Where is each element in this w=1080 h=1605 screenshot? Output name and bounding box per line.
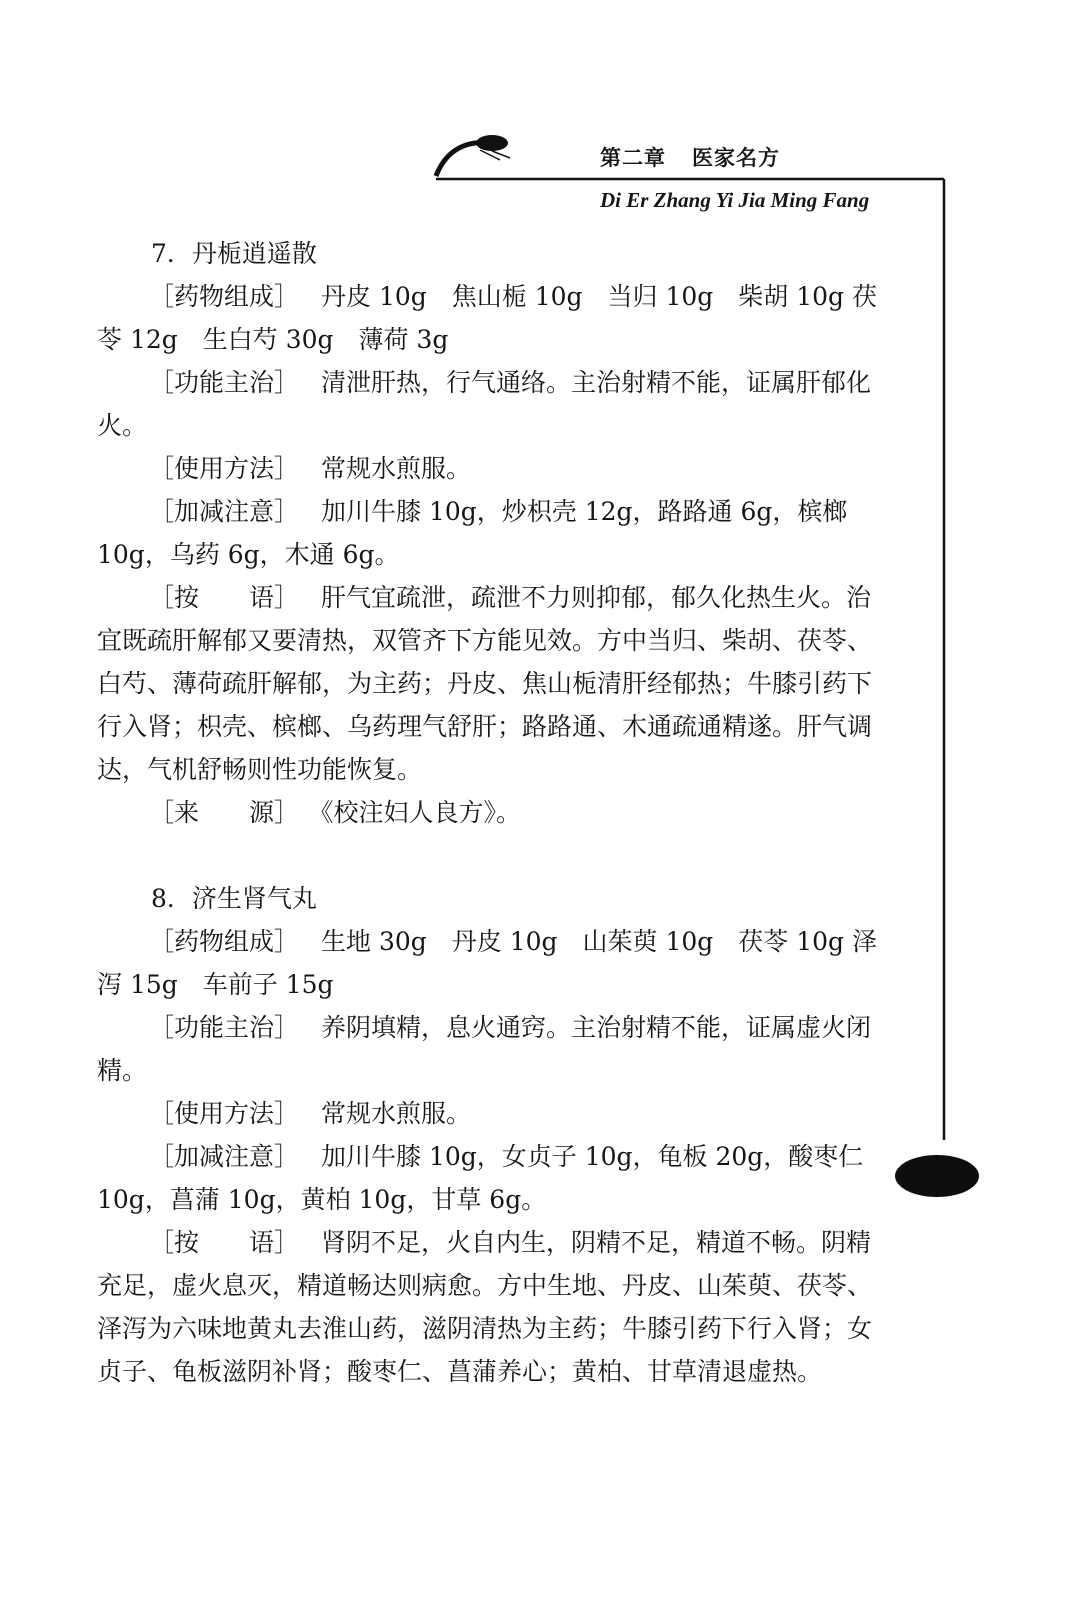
commentary-label: ［按 语］ [149,1228,300,1257]
chapter-title: 医家名方 [692,145,780,170]
commentary-text: 肝气宜疏泄，疏泄不力则抑郁，郁久化热生火。治宜既疏肝解郁又要清热，双管齐下方能见效。方中当归、柴胡、茯苓、白芍、薄荷疏肝解郁，为主药；丹皮、焦山栀清肝经郁热；牛膝引药下行入肾；枳壳、槟榔、乌药理气舒肝；路路通、木通疏通精遂。肝气调达，气机舒畅则性功能恢复。 [97,583,873,784]
page-tab-mark [895,1155,979,1197]
modification-label: ［加减注意］ [149,497,300,526]
usage-paragraph [97,1092,889,1135]
usage-label: ［使用方法］ [149,1099,300,1128]
formula-title: 8．济生肾气丸 [151,884,317,913]
usage-text: 常规水煎服。 [321,454,472,483]
function-paragraph [97,1006,889,1092]
function-text: 清泄肝热，行气通络。主治射精不能，证属肝郁化火。 [97,368,872,440]
formula-section-8 [97,877,889,1393]
page-body [97,232,889,1393]
chapter-pinyin: Di Er Zhang Yi Jia Ming Fang [600,188,870,212]
commentary-label: ［按 语］ [149,583,300,612]
chapter-number: 第二章 [600,145,666,170]
source-text: 《校注妇人良方》。 [321,798,522,827]
composition-paragraph [97,275,889,361]
usage-text: 常规水煎服。 [321,1099,472,1128]
composition-text: 丹皮 10g 焦山栀 10g 当归 10g 柴胡 10g 茯苓 12g 生白芍 30g 薄荷 3g [97,282,878,354]
source-label: ［来 源］ [149,798,300,827]
formula-title: 7．丹栀逍遥散 [151,239,317,268]
usage-paragraph [97,447,889,490]
modification-text: 加川牛膝 10g，女贞子 10g，龟板 20g，酸枣仁 10g，菖蒲 10g，黄柏 10g，甘草 6g。 [97,1142,864,1214]
commentary-paragraph [97,576,889,791]
modification-paragraph [97,490,889,576]
commentary-text: 肾阴不足，火自内生，阴精不足，精道不畅。阴精充足，虚火息灭，精道畅达则病愈。方中生地、丹皮、山茱萸、茯苓、泽泻为六味地黄丸去淮山药，滋阴清热为主药；牛膝引药下行入肾；女贞子、龟板滋阴补肾；酸枣仁、菖蒲养心；黄柏、甘草清退虚热。 [97,1228,873,1386]
modification-label: ［加减注意］ [149,1142,300,1171]
usage-label: ［使用方法］ [149,454,300,483]
function-paragraph [97,361,889,447]
commentary-paragraph [97,1221,889,1393]
section-spacer [97,834,889,877]
composition-label: ［药物组成］ [149,927,300,956]
source-paragraph [97,791,889,834]
composition-text: 生地 30g 丹皮 10g 山茱萸 10g 茯苓 10g 泽泻 15g 车前子 15g [97,927,878,999]
formula-section-7 [97,232,889,834]
composition-label: ［药物组成］ [149,282,300,311]
modification-paragraph [97,1135,889,1221]
composition-paragraph [97,920,889,1006]
chapter-header [600,142,780,172]
function-label: ［功能主治］ [149,368,300,397]
function-label: ［功能主治］ [149,1013,300,1042]
bulb-ornament-icon [436,135,510,176]
modification-text: 加川牛膝 10g，炒枳壳 12g，路路通 6g，槟榔 10g，乌药 6g，木通 6g。 [97,497,848,569]
function-text: 养阴填精，息火通窍。主治射精不能，证属虚火闭精。 [97,1013,872,1085]
